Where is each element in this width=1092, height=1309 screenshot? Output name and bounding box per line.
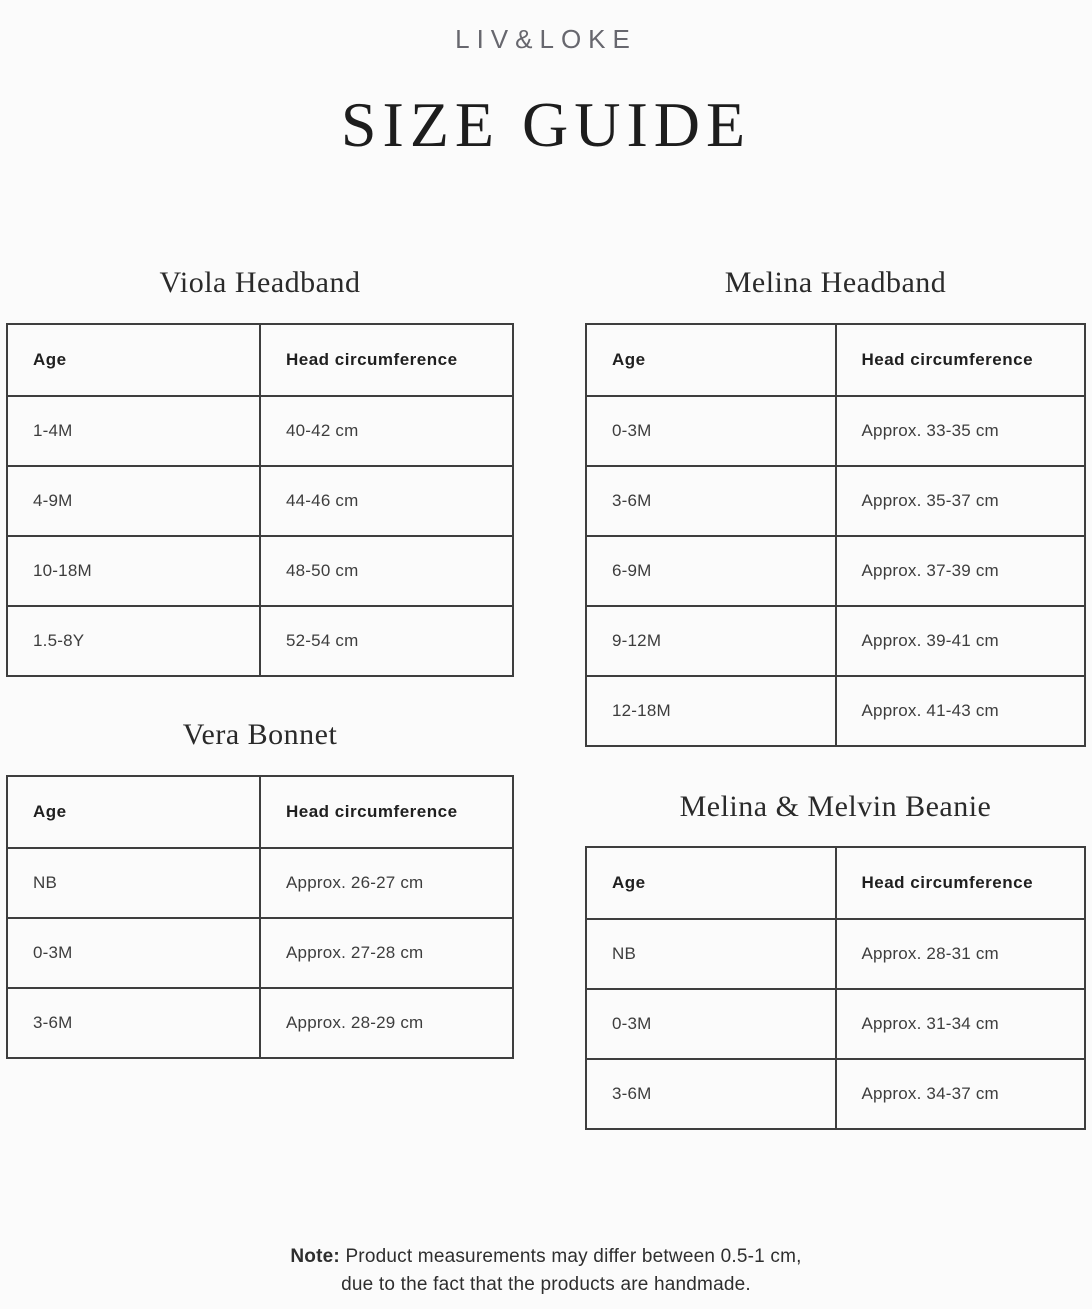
circumference-cell: Approx. 37-39 cm	[836, 536, 1086, 606]
page-title: SIZE GUIDE	[340, 89, 752, 160]
table-row	[7, 466, 513, 536]
table-row	[586, 676, 1085, 746]
vera-bonnet-section	[6, 718, 514, 1032]
note-line2: due to the fact that the products are handmade.	[341, 1274, 751, 1295]
circumference-cell: Approx. 27-28 cm	[260, 918, 513, 988]
circumference-cell: 48-50 cm	[260, 536, 513, 606]
viola-size-table	[6, 323, 514, 677]
header-row	[7, 776, 513, 848]
table-title-beanie: Melina & Melvin Beanie	[679, 790, 992, 823]
column-header-age: Age	[7, 776, 260, 848]
table-row	[7, 918, 513, 988]
beanie-table-wrap	[585, 846, 1086, 1130]
column-header-circumference: Head circumference	[836, 847, 1086, 919]
melina-headband-section	[585, 266, 1086, 720]
header-row	[586, 324, 1085, 396]
vera-table-wrap	[6, 775, 514, 1059]
table-row	[586, 606, 1085, 676]
table-title-vera: Vera Bonnet	[182, 718, 338, 751]
viola-table-wrap	[6, 323, 514, 677]
note-line1: Product measurements may differ between 0.5-1 cm,	[345, 1246, 802, 1267]
age-cell: 1-4M	[7, 396, 260, 466]
circumference-cell: 44-46 cm	[260, 466, 513, 536]
table-row	[586, 1059, 1085, 1129]
table-row	[7, 988, 513, 1058]
circumference-cell: 40-42 cm	[260, 396, 513, 466]
age-cell: 6-9M	[586, 536, 836, 606]
handmade-note	[0, 1243, 1092, 1299]
circumference-cell: Approx. 39-41 cm	[836, 606, 1086, 676]
circumference-cell: Approx. 31-34 cm	[836, 989, 1086, 1059]
age-cell: 12-18M	[586, 676, 836, 746]
circumference-cell: Approx. 33-35 cm	[836, 396, 1086, 466]
age-cell: 0-3M	[586, 989, 836, 1059]
viola-headband-section	[6, 266, 514, 650]
age-cell: 1.5-8Y	[7, 606, 260, 676]
brand-logo: LIV&LOKE	[455, 24, 637, 54]
table-row	[586, 536, 1085, 606]
age-cell: 0-3M	[7, 918, 260, 988]
note-label: Note:	[290, 1246, 340, 1267]
beanie-size-table	[585, 846, 1086, 1130]
age-cell: 0-3M	[586, 396, 836, 466]
header-row	[586, 847, 1085, 919]
table-row	[586, 989, 1085, 1059]
table-title-viola: Viola Headband	[159, 266, 361, 299]
age-cell: 4-9M	[7, 466, 260, 536]
circumference-cell: Approx. 28-31 cm	[836, 919, 1086, 989]
age-cell: 3-6M	[7, 988, 260, 1058]
circumference-cell: Approx. 26-27 cm	[260, 848, 513, 918]
circumference-cell: Approx. 34-37 cm	[836, 1059, 1086, 1129]
header-row	[7, 324, 513, 396]
table-row	[7, 536, 513, 606]
circumference-cell: Approx. 28-29 cm	[260, 988, 513, 1058]
melina-table-wrap	[585, 323, 1086, 747]
age-cell: 3-6M	[586, 466, 836, 536]
age-cell: NB	[7, 848, 260, 918]
age-cell: 9-12M	[586, 606, 836, 676]
age-cell: 10-18M	[7, 536, 260, 606]
melina-melvin-beanie-section	[585, 790, 1086, 1103]
age-cell: 3-6M	[586, 1059, 836, 1129]
circumference-cell: Approx. 41-43 cm	[836, 676, 1086, 746]
column-header-circumference: Head circumference	[260, 324, 513, 396]
table-row	[586, 919, 1085, 989]
circumference-cell: Approx. 35-37 cm	[836, 466, 1086, 536]
table-row	[7, 606, 513, 676]
table-row	[586, 466, 1085, 536]
age-cell: NB	[586, 919, 836, 989]
table-row	[7, 848, 513, 918]
table-row	[586, 396, 1085, 466]
column-header-circumference: Head circumference	[836, 324, 1086, 396]
column-header-circumference: Head circumference	[260, 776, 513, 848]
column-header-age: Age	[586, 324, 836, 396]
circumference-cell: 52-54 cm	[260, 606, 513, 676]
table-row	[7, 396, 513, 466]
column-header-age: Age	[586, 847, 836, 919]
table-title-melina: Melina Headband	[724, 266, 947, 299]
vera-size-table	[6, 775, 514, 1059]
column-header-age: Age	[7, 324, 260, 396]
melina-size-table	[585, 323, 1086, 747]
